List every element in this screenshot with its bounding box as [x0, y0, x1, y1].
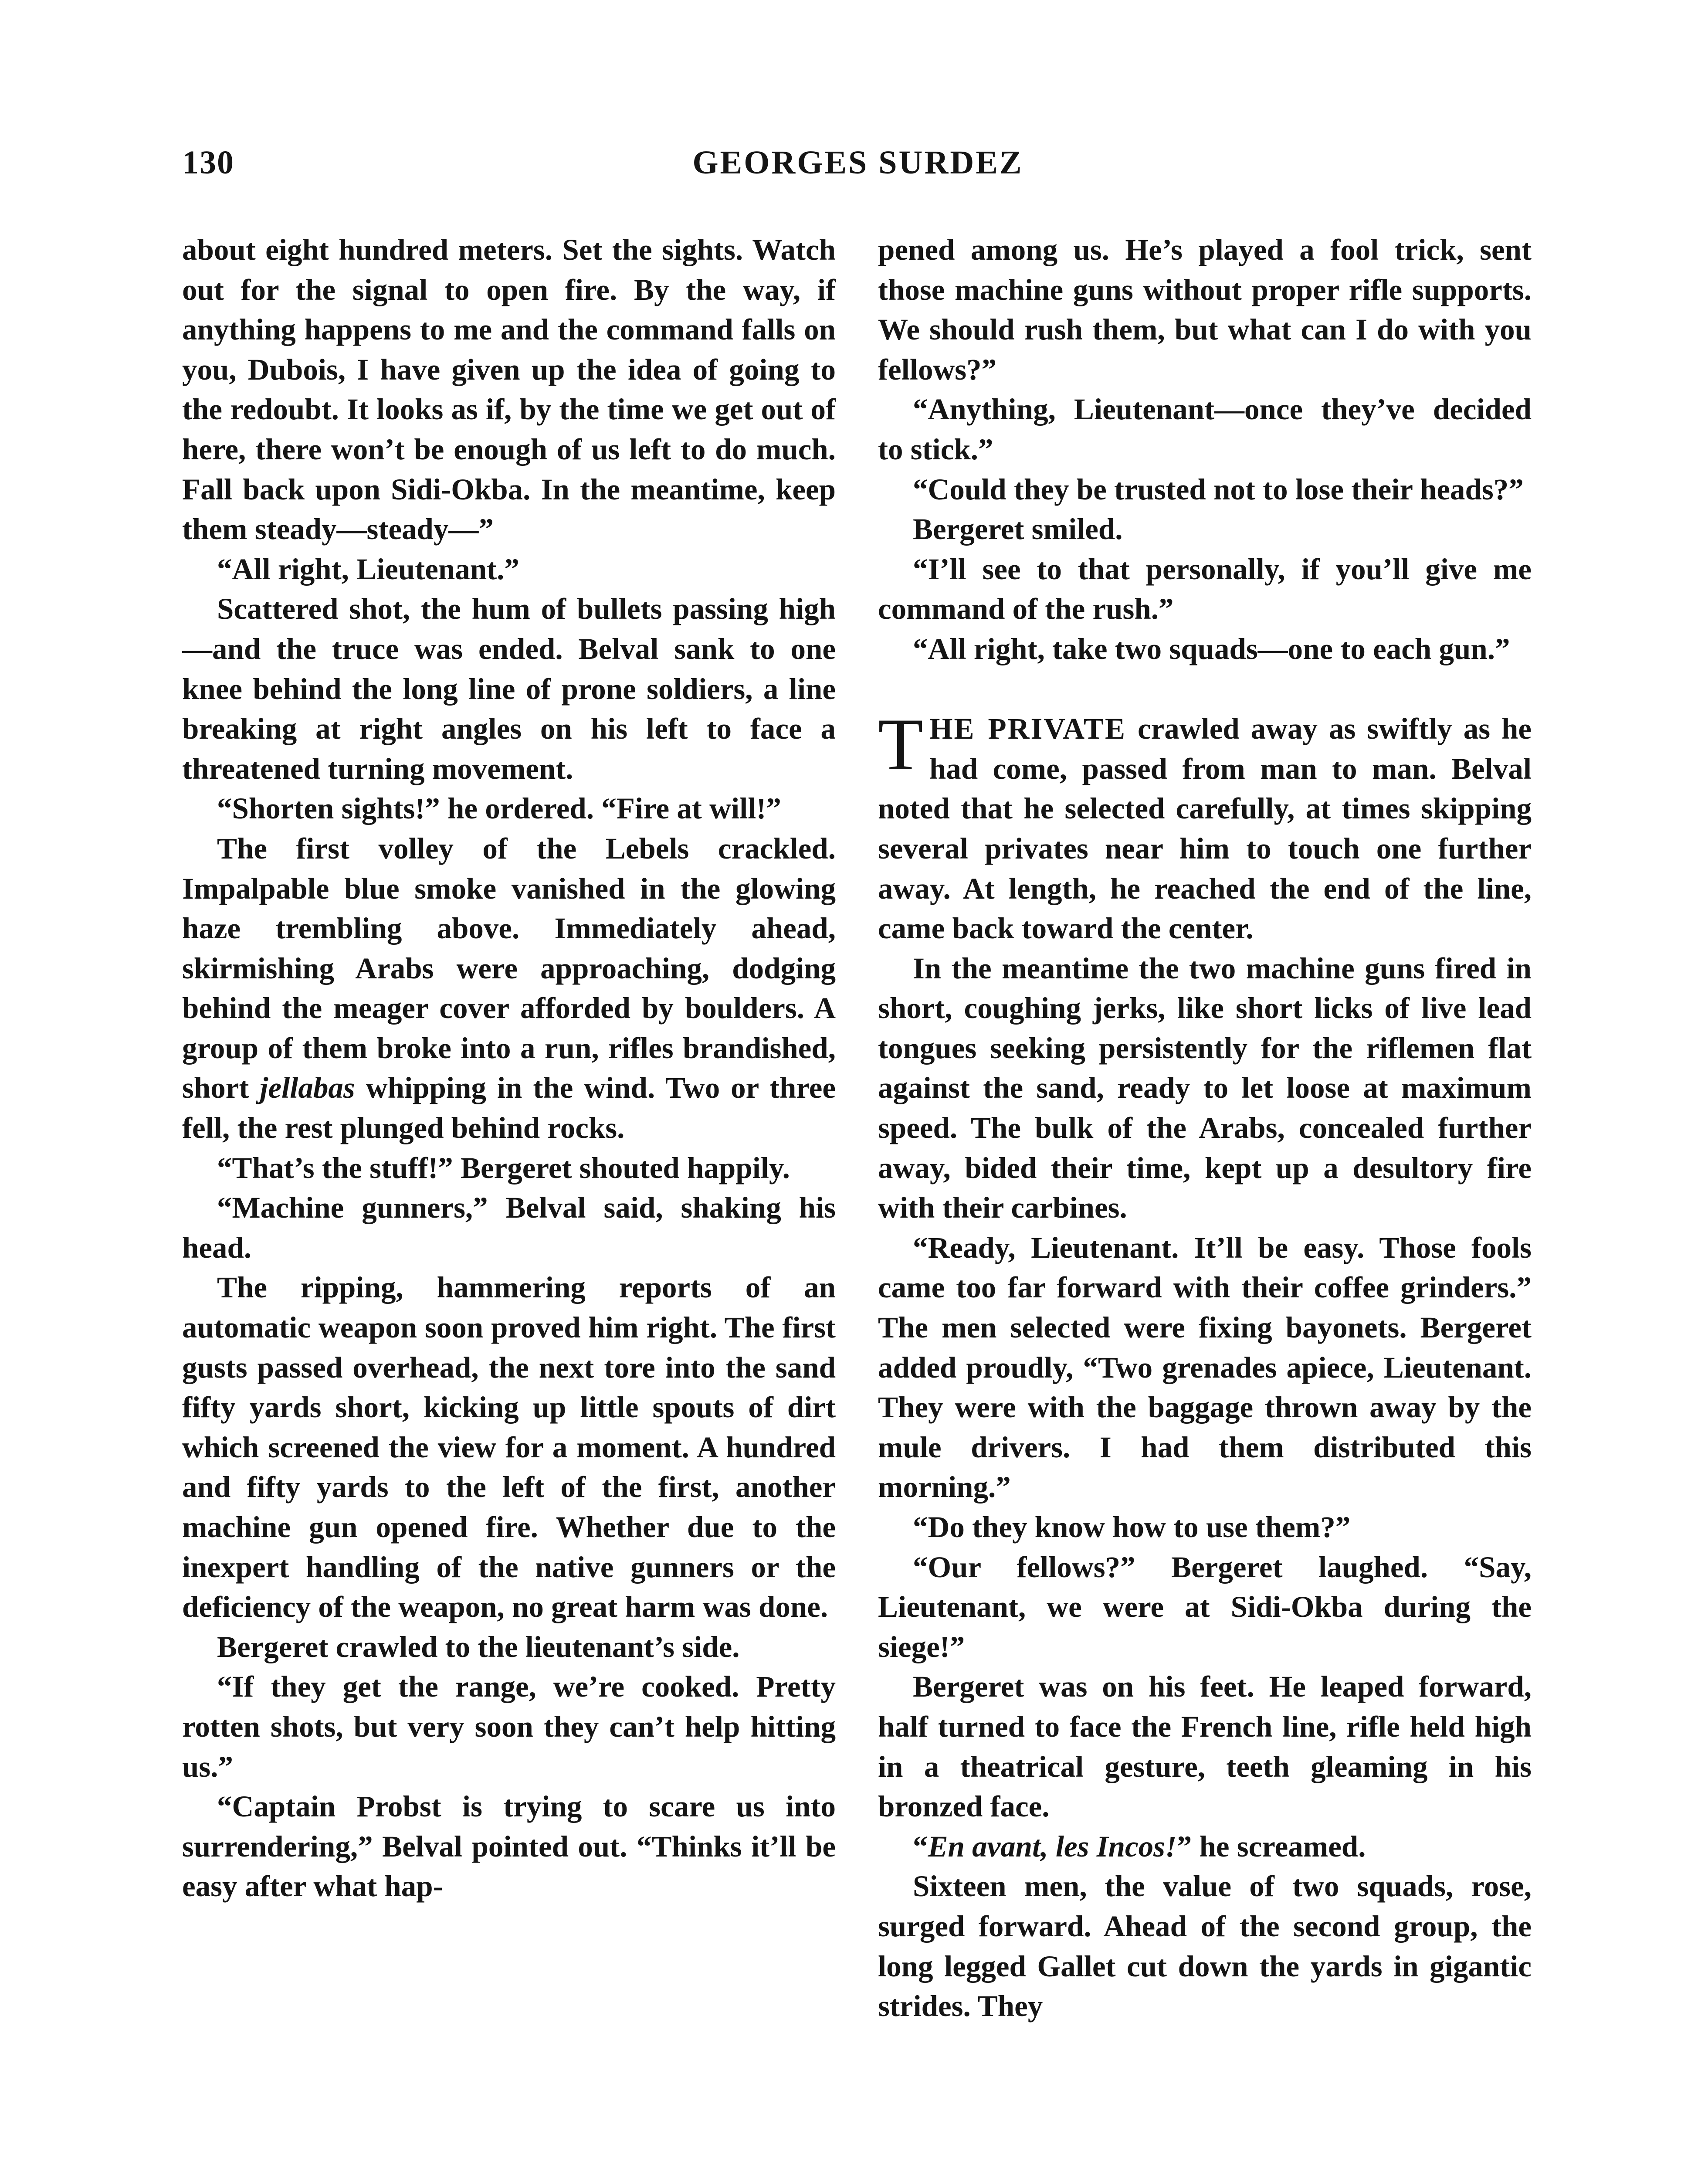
paragraph: “Machine gunners,” Belval said, shaking his head. [182, 1191, 836, 1264]
paragraph-text: whipping in the wind. Two or three fell, the rest plunged behind rocks. [182, 1071, 836, 1145]
paragraph: about eight hundred meters. Set the sights. Watch out for the signal to open fire. By the way, if anything happens to me and the command falls on you, Dubois, I have given up the idea of going to the redoubt. It looks as if, by the time we get out of here, there won’t be enough of us left to do much. Fall back upon Sidi-Okba. In the meantime, keep them steady—steady—” [182, 233, 836, 546]
page-number: 130 [182, 144, 234, 181]
paragraph: “That’s the stuff!” Bergeret shouted happily. [217, 1151, 790, 1185]
paragraph: “Shorten sights!” he ordered. “Fire at will!” [217, 792, 781, 825]
left-column [182, 230, 836, 1907]
paragraph: “All right, Lieutenant.” [217, 552, 519, 586]
paragraph: “All right, take two squads—one to each gun.” [913, 632, 1510, 665]
section-opening-paragraph [878, 703, 1532, 949]
paragraph: Bergeret smiled. [913, 513, 1123, 546]
italic-exclamation: En avant, les Incos! [928, 1829, 1177, 1863]
page-header [182, 144, 1534, 192]
paragraph: Scattered shot, the hum of bullets passing high—and the truce was ended. Belval sank to one knee behind the long line of prone soldiers, a line breaking at right angles on his left to face a threatened turning movement. [182, 592, 836, 785]
paragraph-text: The first volley of the Lebels crackled. Impalpable blue smoke vanished in the glowing haze trembling above. Immediately ahead, skirmishing Arabs were approaching, dodging behind the meager cover afforded by boulders. A group of them broke into a run, rifles brandished, short [182, 832, 836, 1105]
paragraph-text: ” he screamed. [1176, 1829, 1366, 1863]
paragraph: “Ready, Lieutenant. It’ll be easy. Those fools came too far forward with their coffee grinders.” The men selected were fixing bayonets. Bergeret added proudly, “Two grenades apiece, Lieutenant. They were with the baggage thrown away by the mule drivers. I had them distributed this morning.” [878, 1231, 1532, 1504]
section-lead-caps: HE PRIVATE [929, 712, 1127, 746]
paragraph [182, 829, 836, 1148]
paragraph: The ripping, hammering reports of an automatic weapon soon proved him right. The first gusts passed overhead, the next tore into the sand fifty yards short, kicking up little spouts of dirt which screened the view for a moment. A hundred and fifty yards to the left of the first, another machine gun opened fire. Whether due to the inexpert handling of the native gunners or the deficiency of the weapon, no great harm was done. [182, 1271, 836, 1624]
running-head: GEORGES SURDEZ [692, 144, 1023, 181]
italic-term: jellabas [260, 1071, 355, 1105]
paragraph: “Captain Probst is trying to scare us into surrendering,” Belval pointed out. “Thinks it’ll be easy after what hap- [182, 1790, 836, 1903]
right-column [878, 230, 1532, 2026]
drop-cap: T [878, 703, 923, 786]
paragraph: “Do they know how to use them?” [913, 1510, 1351, 1544]
paragraph: “Our fellows?” Bergeret laughed. “Say, Lieutenant, we were at Sidi-Okba during the siege!” [878, 1550, 1532, 1663]
paragraph: Bergeret was on his feet. He leaped forward, half turned to face the French line, rifle held high in a theatrical gesture, teeth gleaming in his bronzed face. [878, 1670, 1532, 1823]
paragraph: “Could they be trusted not to lose their heads?” [913, 472, 1524, 506]
paragraph: Bergeret crawled to the lieutenant’s side. [217, 1630, 740, 1663]
paragraph: “Anything, Lieutenant—once they’ve decided to stick.” [878, 393, 1532, 466]
paragraph [878, 1827, 1532, 1867]
paragraph-text: crawled away as swiftly as he had come, passed from man to man. Belval noted that he selected carefully, at times skipping several privates near him to touch one further away. At length, he reached the end of the line, came back toward the center. [878, 712, 1532, 945]
paragraph: “If they get the range, we’re cooked. Pretty rotten shots, but very soon they can’t help hitting us.” [182, 1670, 836, 1783]
paragraph: pened among us. He’s played a fool trick, sent those machine guns without proper rifle supports. We should rush them, but what can I do with you fellows?” [878, 233, 1532, 386]
quote-mark: “ [913, 1829, 928, 1863]
paragraph: “I’ll see to that personally, if you’ll give me command of the rush.” [878, 552, 1532, 626]
paragraph: In the meantime the two machine guns fired in short, coughing jerks, like short licks of live lead tongues seeking persistently for the riflemen flat against the sand, ready to let loose at maximum speed. The bulk of the Arabs, concealed further away, bided their time, kept up a desultory fire with their carbines. [878, 951, 1532, 1225]
paragraph: Sixteen men, the value of two squads, rose, surged forward. Ahead of the second group, the long legged Gallet cut down the yards in gigantic strides. They [878, 1870, 1532, 2023]
